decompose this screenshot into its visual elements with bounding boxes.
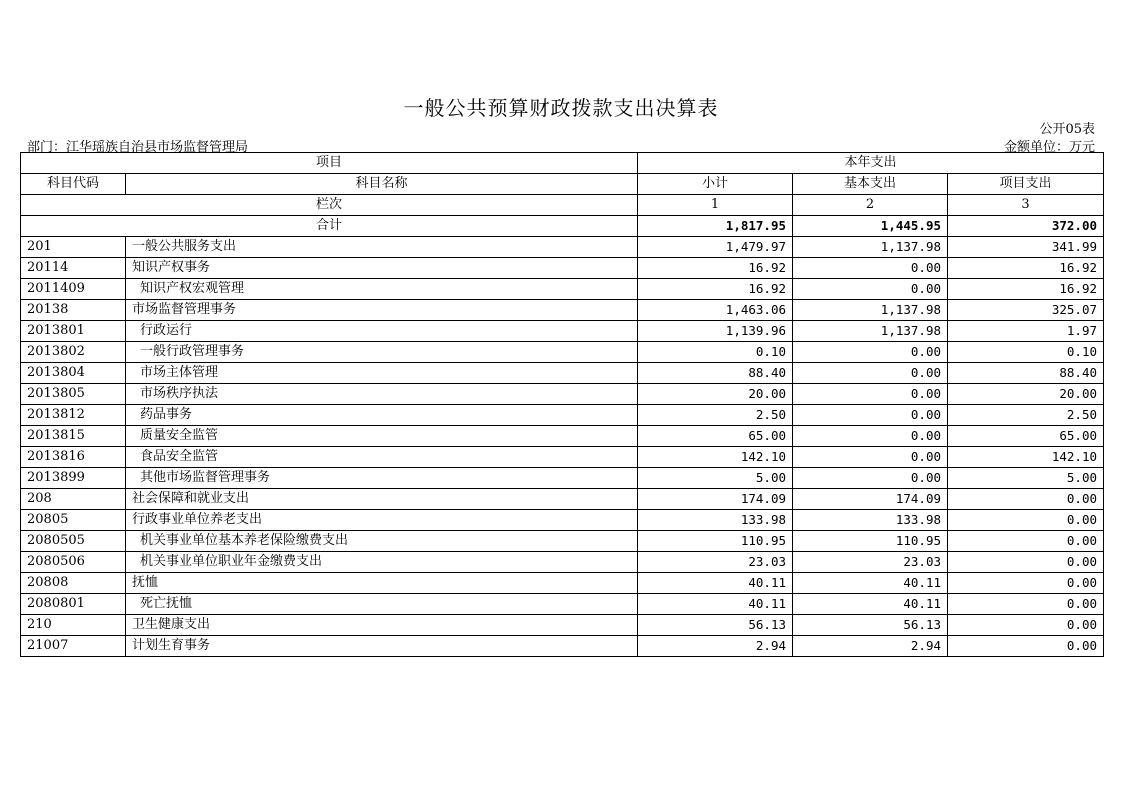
row-code: 2080505 xyxy=(21,531,126,552)
row-subtotal: 20.00 xyxy=(638,384,793,405)
table-row xyxy=(21,258,1104,279)
total-basic: 1,445.95 xyxy=(793,216,948,237)
unit-label: 金额单位：万元 xyxy=(1003,140,1095,155)
row-project: 0.00 xyxy=(948,531,1104,552)
row-basic: 1,137.98 xyxy=(793,237,948,258)
table-row xyxy=(21,405,1104,426)
row-subtotal: 174.09 xyxy=(638,489,793,510)
row-subtotal: 0.10 xyxy=(638,342,793,363)
table-row xyxy=(21,342,1104,363)
row-code: 2013801 xyxy=(21,321,126,342)
column-label: 栏次 xyxy=(21,195,638,216)
table-row xyxy=(21,594,1104,615)
header-item: 项目 xyxy=(21,153,638,174)
row-name: 市场主体管理 xyxy=(126,363,638,384)
row-project: 0.00 xyxy=(948,510,1104,531)
table-row xyxy=(21,447,1104,468)
row-code: 2011409 xyxy=(21,279,126,300)
row-project: 0.00 xyxy=(948,552,1104,573)
row-code: 2013899 xyxy=(21,468,126,489)
row-name: 卫生健康支出 xyxy=(126,615,638,636)
row-code: 210 xyxy=(21,615,126,636)
form-number: 公开05表 xyxy=(1039,122,1095,137)
row-subtotal: 1,463.06 xyxy=(638,300,793,321)
column-number-1: 1 xyxy=(638,195,793,216)
row-name: 机关事业单位基本养老保险缴费支出 xyxy=(126,531,638,552)
row-subtotal: 1,479.97 xyxy=(638,237,793,258)
row-subtotal: 16.92 xyxy=(638,258,793,279)
header-row-top xyxy=(21,153,1104,174)
table-row xyxy=(21,531,1104,552)
expenditure-table xyxy=(20,152,1104,657)
row-basic: 0.00 xyxy=(793,426,948,447)
total-subtotal: 1,817.95 xyxy=(638,216,793,237)
row-code: 2013815 xyxy=(21,426,126,447)
row-basic: 0.00 xyxy=(793,384,948,405)
row-name: 一般行政管理事务 xyxy=(126,342,638,363)
row-project: 0.10 xyxy=(948,342,1104,363)
row-subtotal: 133.98 xyxy=(638,510,793,531)
table-row xyxy=(21,615,1104,636)
row-subtotal: 5.00 xyxy=(638,468,793,489)
row-project: 88.40 xyxy=(948,363,1104,384)
header-code: 科目代码 xyxy=(21,174,126,195)
row-code: 2013804 xyxy=(21,363,126,384)
row-name: 行政运行 xyxy=(126,321,638,342)
row-name: 质量安全监管 xyxy=(126,426,638,447)
row-code: 2080801 xyxy=(21,594,126,615)
row-basic: 0.00 xyxy=(793,342,948,363)
row-basic: 40.11 xyxy=(793,573,948,594)
table-row xyxy=(21,300,1104,321)
row-subtotal: 16.92 xyxy=(638,279,793,300)
row-basic: 0.00 xyxy=(793,405,948,426)
row-code: 20138 xyxy=(21,300,126,321)
row-basic: 0.00 xyxy=(793,279,948,300)
row-project: 325.07 xyxy=(948,300,1104,321)
row-name: 抚恤 xyxy=(126,573,638,594)
row-basic: 0.00 xyxy=(793,258,948,279)
row-project: 20.00 xyxy=(948,384,1104,405)
row-name: 机关事业单位职业年金缴费支出 xyxy=(126,552,638,573)
row-basic: 133.98 xyxy=(793,510,948,531)
row-name: 其他市场监督管理事务 xyxy=(126,468,638,489)
total-row xyxy=(21,216,1104,237)
row-subtotal: 56.13 xyxy=(638,615,793,636)
table-row xyxy=(21,552,1104,573)
row-basic: 2.94 xyxy=(793,636,948,657)
table-row xyxy=(21,363,1104,384)
table-row xyxy=(21,321,1104,342)
row-subtotal: 23.03 xyxy=(638,552,793,573)
total-project: 372.00 xyxy=(948,216,1104,237)
row-name: 社会保障和就业支出 xyxy=(126,489,638,510)
row-project: 0.00 xyxy=(948,573,1104,594)
row-code: 20808 xyxy=(21,573,126,594)
row-project: 2.50 xyxy=(948,405,1104,426)
row-project: 142.10 xyxy=(948,447,1104,468)
row-subtotal: 40.11 xyxy=(638,573,793,594)
row-subtotal: 1,139.96 xyxy=(638,321,793,342)
header-current-year: 本年支出 xyxy=(638,153,1104,174)
row-project: 5.00 xyxy=(948,468,1104,489)
row-code: 20114 xyxy=(21,258,126,279)
column-number-2: 2 xyxy=(793,195,948,216)
table-row xyxy=(21,636,1104,657)
header-basic: 基本支出 xyxy=(793,174,948,195)
row-code: 20805 xyxy=(21,510,126,531)
row-subtotal: 110.95 xyxy=(638,531,793,552)
row-basic: 0.00 xyxy=(793,363,948,384)
row-basic: 23.03 xyxy=(793,552,948,573)
row-project: 65.00 xyxy=(948,426,1104,447)
column-number-row xyxy=(21,195,1104,216)
row-basic: 1,137.98 xyxy=(793,321,948,342)
row-project: 1.97 xyxy=(948,321,1104,342)
header-project: 项目支出 xyxy=(948,174,1104,195)
row-name: 食品安全监管 xyxy=(126,447,638,468)
row-subtotal: 2.50 xyxy=(638,405,793,426)
table-row xyxy=(21,237,1104,258)
row-name: 市场监督管理事务 xyxy=(126,300,638,321)
department-label: 部门：江华瑶族自治县市场监督管理局 xyxy=(27,140,249,155)
row-code: 2013812 xyxy=(21,405,126,426)
page-title: 一般公共预算财政拨款支出决算表 xyxy=(403,96,719,120)
header-row-columns xyxy=(21,174,1104,195)
column-number-3: 3 xyxy=(948,195,1104,216)
row-name: 知识产权事务 xyxy=(126,258,638,279)
total-label: 合计 xyxy=(21,216,638,237)
row-name: 死亡抚恤 xyxy=(126,594,638,615)
row-code: 2013805 xyxy=(21,384,126,405)
row-subtotal: 2.94 xyxy=(638,636,793,657)
header-name: 科目名称 xyxy=(126,174,638,195)
table-row xyxy=(21,510,1104,531)
row-project: 16.92 xyxy=(948,279,1104,300)
row-basic: 56.13 xyxy=(793,615,948,636)
row-project: 0.00 xyxy=(948,489,1104,510)
row-subtotal: 88.40 xyxy=(638,363,793,384)
row-subtotal: 142.10 xyxy=(638,447,793,468)
row-basic: 0.00 xyxy=(793,468,948,489)
table-row xyxy=(21,426,1104,447)
row-code: 2013802 xyxy=(21,342,126,363)
row-project: 341.99 xyxy=(948,237,1104,258)
header-subtotal: 小计 xyxy=(638,174,793,195)
row-project: 16.92 xyxy=(948,258,1104,279)
row-code: 2013816 xyxy=(21,447,126,468)
row-name: 行政事业单位养老支出 xyxy=(126,510,638,531)
row-subtotal: 40.11 xyxy=(638,594,793,615)
row-project: 0.00 xyxy=(948,615,1104,636)
row-basic: 40.11 xyxy=(793,594,948,615)
row-project: 0.00 xyxy=(948,636,1104,657)
row-name: 知识产权宏观管理 xyxy=(126,279,638,300)
row-name: 药品事务 xyxy=(126,405,638,426)
row-basic: 0.00 xyxy=(793,447,948,468)
row-code: 2080506 xyxy=(21,552,126,573)
row-code: 201 xyxy=(21,237,126,258)
row-name: 一般公共服务支出 xyxy=(126,237,638,258)
row-code: 21007 xyxy=(21,636,126,657)
row-basic: 1,137.98 xyxy=(793,300,948,321)
table-row xyxy=(21,279,1104,300)
row-basic: 110.95 xyxy=(793,531,948,552)
row-code: 208 xyxy=(21,489,126,510)
table-row xyxy=(21,384,1104,405)
row-name: 市场秩序执法 xyxy=(126,384,638,405)
row-basic: 174.09 xyxy=(793,489,948,510)
table-row xyxy=(21,468,1104,489)
row-project: 0.00 xyxy=(948,594,1104,615)
table-row xyxy=(21,489,1104,510)
table-row xyxy=(21,573,1104,594)
row-name: 计划生育事务 xyxy=(126,636,638,657)
row-subtotal: 65.00 xyxy=(638,426,793,447)
